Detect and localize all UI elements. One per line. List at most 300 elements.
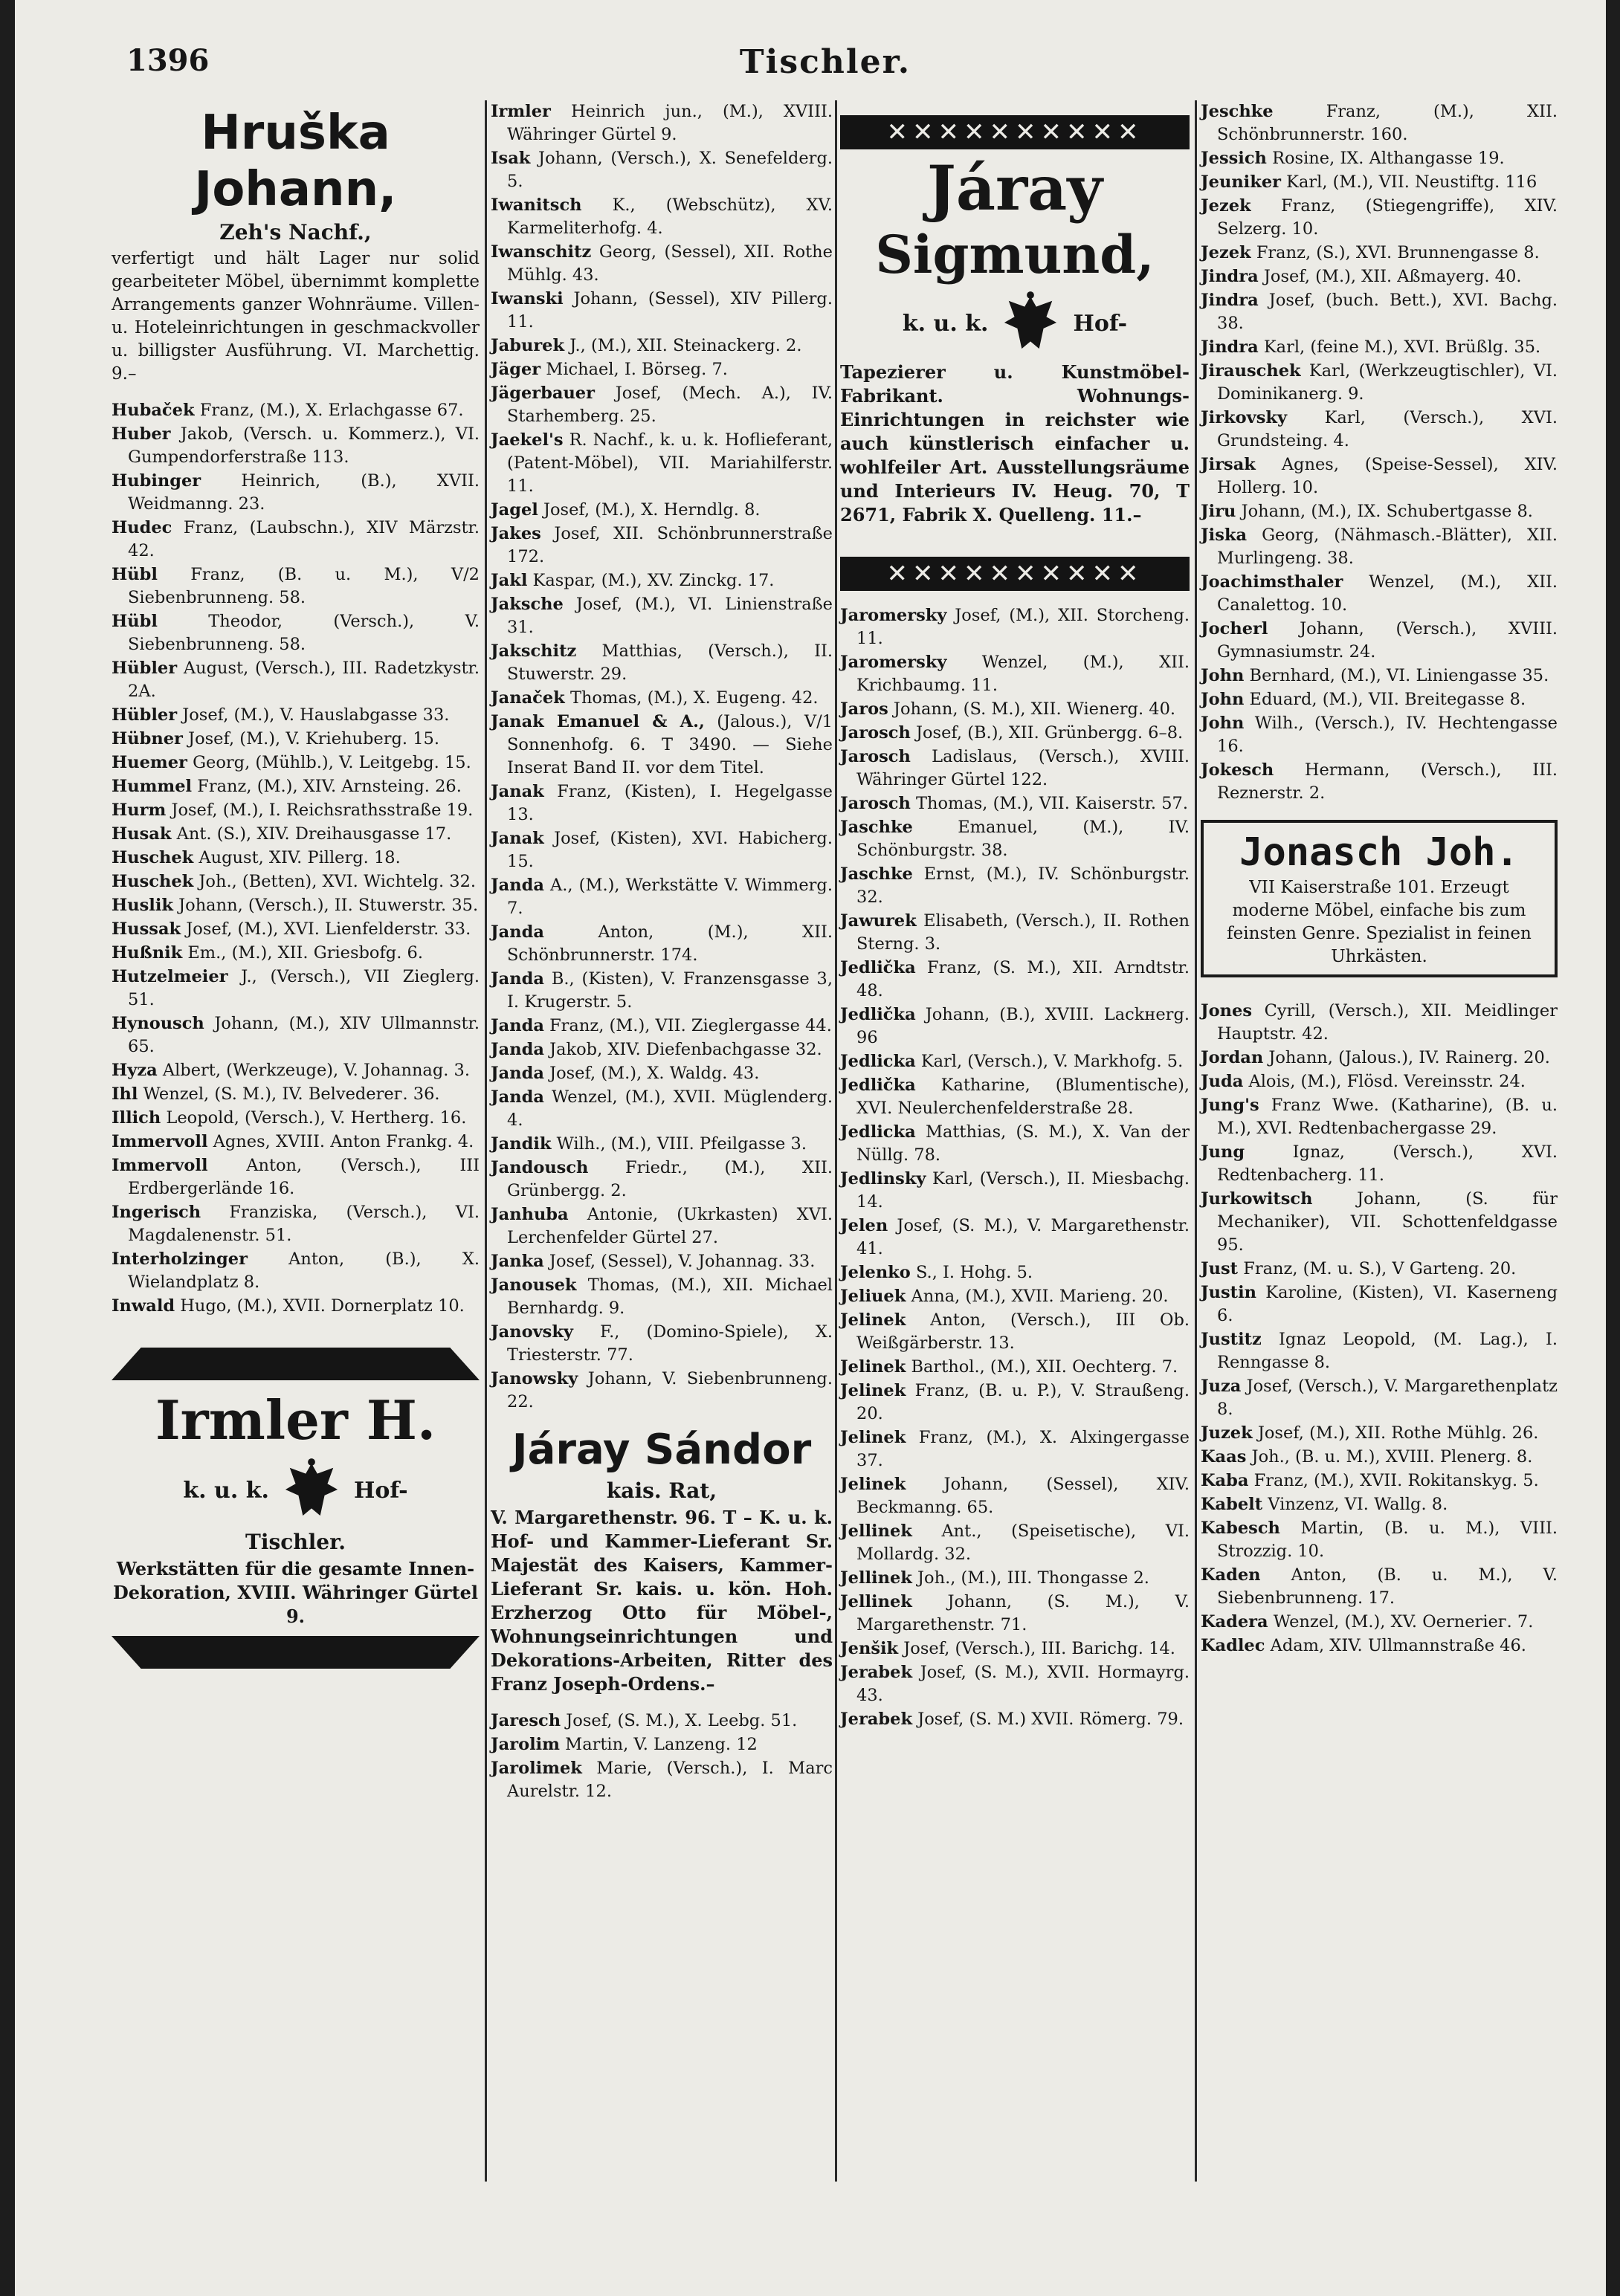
- ad-sigmund-name2: Sigmund,: [875, 224, 1155, 285]
- ad-irmler-name: Irmler H.: [155, 1388, 436, 1452]
- entry-details: Albert, (Werkzeuge), V. Johannag. 3.: [162, 1061, 471, 1080]
- entry-name: Juza: [1201, 1377, 1242, 1396]
- entry-name: Jindra: [1201, 337, 1259, 357]
- entry-name: Kadera: [1201, 1612, 1268, 1632]
- directory-entry: [112, 751, 480, 775]
- ornament-band: ✕✕✕✕✕✕✕✕✕✕: [840, 115, 1190, 149]
- entry-name: Jaschke: [840, 864, 913, 884]
- crest-row: [112, 1458, 480, 1523]
- entry-name: Hübner: [112, 729, 183, 748]
- directory-entry: [491, 1038, 833, 1061]
- directory-entry: [112, 894, 480, 917]
- entry-name: Jurkowitsch: [1201, 1189, 1313, 1209]
- directory-entry: [840, 1215, 1190, 1261]
- directory-entry: [491, 194, 833, 240]
- directory-entry: [112, 918, 480, 941]
- entry-details: Johann, (Versch.), XVIII. Gymnasiumstr. 24.: [1217, 619, 1558, 662]
- directory-entry: [840, 1520, 1190, 1566]
- column-divider: [1195, 100, 1197, 2182]
- directory-entry: [112, 1154, 480, 1200]
- entry-name: Jezek: [1201, 243, 1251, 262]
- entry-name: Just: [1201, 1259, 1239, 1278]
- directory-entry: [1201, 1258, 1558, 1281]
- entry-details: Josef, (M.), X. Waldg. 43.: [549, 1064, 760, 1083]
- entry-name: Hübler: [112, 705, 178, 725]
- entry-name: Janak: [491, 782, 544, 801]
- entry-details: Karl, (Versch.), V. Markhofg. 5.: [920, 1052, 1184, 1071]
- entry-name: Jerabek: [840, 1663, 913, 1682]
- directory-entry: [840, 1567, 1190, 1590]
- entry-details: Johann, (Sessel), XIV Pillerg. 11.: [507, 289, 833, 332]
- directory-entry: [1201, 712, 1558, 758]
- directory-entry: [1201, 407, 1558, 453]
- directory-entry: [491, 780, 833, 827]
- entry-details: F., (Domino-Spiele), X. Triesterstr. 77.: [507, 1322, 833, 1365]
- entry-details: J., (Versch.), VII Zieglerg. 51.: [128, 967, 480, 1009]
- entry-details: Emanuel, (M.), IV. Schönburgstr. 38.: [856, 818, 1190, 860]
- entry-details: Jakob, (Versch. u. Kommerz.), VI. Gumpendorferstraße 113.: [128, 424, 480, 467]
- entry-name: Jerabek: [840, 1710, 913, 1729]
- entry-name: Janaček: [491, 688, 565, 708]
- directory-entry: [1201, 571, 1558, 617]
- entry-details: Johann, (Sessel), XIV. Beckmanng. 65.: [856, 1475, 1190, 1517]
- directory-entry: [112, 728, 480, 751]
- directory-entry: [840, 910, 1190, 956]
- ornament-band: ✕✕✕✕✕✕✕✕✕✕: [840, 557, 1190, 591]
- section-title: Tischler.: [739, 43, 911, 81]
- entry-details: Vinzenz, VI. Wallg. 8.: [1268, 1495, 1448, 1514]
- directory-entry: [491, 523, 833, 569]
- entry-details: Johann, (M.), XIV Ullmannstr. 65.: [128, 1014, 480, 1056]
- directory-entry: [1201, 453, 1558, 499]
- entry-name: Jirkovsky: [1201, 408, 1288, 427]
- crest-row: [840, 291, 1190, 356]
- directory-entry: [112, 517, 480, 563]
- entry-details: Thomas, (M.), X. Eugeng. 42.: [569, 688, 819, 708]
- entry-details: Franz, (M. u. S.), V Garteng. 20.: [1243, 1259, 1517, 1278]
- directory-entry: [840, 604, 1190, 650]
- entry-name: Jaromersky: [840, 653, 947, 672]
- entry-details: Josef, (M.), I. Reichsrathsstraße 19.: [171, 801, 474, 820]
- entry-name: Hurm: [112, 801, 167, 820]
- entry-details: Michael, I. Börseg. 7.: [546, 360, 728, 379]
- directory-entry: [840, 1473, 1190, 1519]
- entry-details: Karl, (M.), VII. Neustiftg. 116: [1286, 172, 1537, 192]
- entry-details: Franz, (B. u. M.), V/2 Siebenbrunneng. 58.: [128, 565, 480, 607]
- directory-entry: [840, 1074, 1190, 1120]
- entry-details: Hermann, (Versch.), III. Reznerstr. 2.: [1217, 760, 1558, 803]
- entry-name: Hübl: [112, 612, 158, 631]
- entry-details: Johann, (S. M.), XII. Wienerg. 40.: [893, 699, 1176, 719]
- entry-details: Franz, (M.), XII. Schönbrunnerstr. 160.: [1217, 102, 1558, 144]
- ad-hruska-sub: Zeh's Nachf.,: [219, 220, 372, 245]
- ad-sigmund: [840, 115, 1190, 591]
- directory-entry: [1201, 1493, 1558, 1516]
- entry-name: Juda: [1201, 1072, 1244, 1091]
- directory-entry: [491, 241, 833, 287]
- entry-name: Janda: [491, 1040, 544, 1059]
- entry-details: Martin, V. Lanzeng. 12: [565, 1735, 758, 1754]
- entry-name: Hyza: [112, 1061, 158, 1080]
- entry-details: Anton, (Versch.), III Ob. Weißgärberstr. 13.: [856, 1310, 1190, 1353]
- directory-entry: [1201, 524, 1558, 570]
- column-1: [112, 100, 480, 1682]
- ad-irmler-body: Werkstätten für die gesamte Innen-Dekoration, XVIII. Währinger Gürtel 9.: [112, 1558, 479, 1627]
- entry-details: Johann, (B.), XVIII. Lackнerg. 96: [856, 1005, 1190, 1047]
- entry-name: Jägerbauer: [491, 384, 595, 403]
- entry-details: Karl, (Versch.), II. Miesbachg. 14.: [856, 1169, 1190, 1212]
- entry-name: Jaburek: [491, 336, 565, 355]
- entry-list: [112, 399, 480, 1318]
- entry-details: Wenzel, (M.), XV. Oerneriег. 7.: [1273, 1612, 1534, 1632]
- directory-entry: [491, 569, 833, 592]
- entry-name: Ingerisch: [112, 1203, 201, 1222]
- directory-entry: [112, 1059, 480, 1082]
- entry-name: Jessich: [1201, 149, 1267, 168]
- ad-jonasch: [1201, 820, 1558, 977]
- entry-details: Josef, XII. Schönbrunnerstraße 172.: [507, 524, 833, 566]
- entry-name: Kadlec: [1201, 1636, 1265, 1655]
- directory-entry: [1201, 1634, 1558, 1658]
- directory-entry: [491, 711, 833, 780]
- entry-name: Jaresch: [491, 1711, 561, 1730]
- directory-entry: [112, 657, 480, 703]
- entry-name: Jagel: [491, 500, 538, 520]
- entry-details: Ladislaus, (Versch.), XVIII. Währinger Gürtel 122.: [856, 747, 1190, 789]
- directory-entry: [1201, 688, 1558, 711]
- entry-details: Franz, (M.), VII. Zieglergasse 44.: [549, 1016, 832, 1035]
- entry-name: Jarolimek: [491, 1759, 582, 1778]
- entry-name: Jelinek: [840, 1475, 906, 1494]
- entry-name: Janda: [491, 969, 544, 989]
- directory-entry: [840, 746, 1190, 792]
- kuk-label: k. u. k.: [902, 310, 989, 337]
- directory-entry: [1201, 1188, 1558, 1257]
- ad-hruska-body: verfertigt und hält Lager nur solid gearbeiteter Möbel, übernimmt komplette Arrangements ganzer Wohnräume. Villen- u. Hoteleinrichtungen in geschmackvoller u. billigster Ausführung. VI. Marchettig. 9.–: [112, 249, 480, 384]
- ad-jonasch-body: VII Kaiserstraße 101. Erzeugt moderne Möbel, einfache bis zum feinsten Genre. Spezialist in feinen Uhrkästen.: [1227, 878, 1532, 966]
- ad-sandor-body: V. Margarethenstr. 96. T – K. u. k. Hof- und Kammer-Lieferant Sr. Majestät des Kaisers, Kammer-Lieferant Sr. kais. u. kön. Hoh. Erzherzog Otto für Möbel-, Wohnungseinrichtungen und Dekorations-Arbeiten, Ritter des Franz Joseph-Ordens.–: [491, 1507, 833, 1695]
- ad-hruska-name: Hruška Johann,: [194, 106, 397, 217]
- directory-entry: [840, 1380, 1190, 1426]
- entry-name: Jellinek: [840, 1568, 912, 1588]
- directory-entry: [491, 288, 833, 334]
- entry-name: Jelen: [840, 1216, 888, 1235]
- ad-sigmund-name1: Járay: [927, 153, 1103, 224]
- ad-irmler-trade: Tischler.: [245, 1530, 346, 1554]
- directory-entry: [491, 358, 833, 381]
- entry-name: Jiru: [1201, 502, 1236, 521]
- entry-name: Jaromersky: [840, 606, 947, 625]
- entry-name: Huschek: [112, 872, 194, 891]
- entry-list: [1201, 1000, 1558, 1658]
- directory-entry: [840, 1356, 1190, 1379]
- entry-name: Huber: [112, 424, 171, 444]
- directory-entry: [491, 334, 833, 358]
- entry-details: S., I. Hohg. 5.: [915, 1263, 1033, 1282]
- hof-label: Hof-: [353, 1477, 408, 1504]
- entry-details: Franz, (Kisten), I. Hegelgasse 13.: [507, 782, 833, 824]
- entry-details: A., (M.), Werkstätte V. Wimmerg. 7.: [507, 876, 833, 918]
- entry-name: Jung's: [1201, 1096, 1259, 1115]
- entry-details: Antonie, (Ukrkasten) XVI. Lerchenfelder Gürtel 27.: [507, 1205, 833, 1247]
- entry-details: Georg, (Nähmasch.-Blätter), XII. Murlingeng. 38.: [1217, 526, 1558, 568]
- entry-name: John: [1201, 666, 1245, 685]
- entry-details: Johann, (S. M.), V. Margarethenstr. 71.: [856, 1592, 1190, 1634]
- entry-details: Georg, (Sessel), XII. Rothe Mühlg. 43.: [507, 242, 833, 285]
- entry-name: Janda: [491, 1087, 544, 1107]
- entry-name: Jelinek: [840, 1428, 906, 1447]
- directory-entry: [840, 1050, 1190, 1073]
- entry-details: Bernhard, (M.), VI. Liniengasse 35.: [1249, 666, 1549, 685]
- directory-entry: [840, 722, 1190, 745]
- entry-details: Thomas, (M.), XII. Michael Bernhardg. 9.: [507, 1275, 833, 1318]
- directory-entry: [840, 792, 1190, 815]
- entry-name: Hußnik: [112, 943, 183, 963]
- directory-entry: [112, 563, 480, 609]
- directory-entry: [112, 1083, 480, 1106]
- directory-entry: [112, 1201, 480, 1247]
- entry-details: Franz, (Stiegengriffe), XIV. Selzerg. 10.: [1217, 196, 1558, 239]
- directory-entry: [491, 1733, 833, 1756]
- ad-sandor: [491, 1424, 833, 1696]
- entry-details: Franziska, (Versch.), VI. Magdalenenstr. 51.: [128, 1203, 480, 1245]
- directory-entry: [840, 1309, 1190, 1355]
- entry-details: (Jalous.), V/1 Sonnenhofg. 6. T 3490. — Siehe Inserat Band II. vor dem Titel.: [507, 712, 833, 777]
- entry-details: Barthol., (M.), XII. Oechterg. 7.: [911, 1357, 1178, 1377]
- entry-name: Jawurek: [840, 911, 917, 931]
- entry-details: Johann, (S. für Mechaniker), VII. Schottenfeldgasse 95.: [1217, 1189, 1558, 1255]
- entry-details: Josef, (M.), XII. Rothe Mühlg. 26.: [1257, 1423, 1539, 1443]
- entry-details: Josef, (buch. Bett.), XVI. Bachg. 38.: [1217, 291, 1558, 333]
- entry-details: Heinrich, (B.), XVII. Weidmanng. 23.: [128, 471, 480, 514]
- directory-entry: [1201, 618, 1558, 664]
- page-header: [126, 43, 1524, 88]
- directory-entry: [112, 1012, 480, 1058]
- entry-details: Ignaz Leopold, (M. Lag.), I. Renngasse 8.: [1217, 1330, 1558, 1372]
- entry-list: [840, 604, 1190, 1731]
- directory-entry: [491, 1133, 833, 1156]
- entry-details: Johann, (Versch.), II. Stuwerstr. 35.: [178, 896, 479, 915]
- entry-details: Wilh., (Versch.), IV. Hechtengasse 16.: [1217, 714, 1558, 756]
- directory-entry: [112, 704, 480, 727]
- entry-name: Janda: [491, 876, 544, 895]
- entry-details: Josef, (M.), XII. Aßmayerg. 40.: [1263, 267, 1522, 286]
- entry-name: Kabelt: [1201, 1495, 1263, 1514]
- entry-name: Justin: [1201, 1283, 1256, 1302]
- directory-entry: [1201, 664, 1558, 688]
- entry-details: Georg, (Mühlb.), V. Leitgebg. 15.: [193, 753, 471, 772]
- entry-name: Hubinger: [112, 471, 201, 491]
- directory-entry: [840, 1637, 1190, 1660]
- entry-details: Alois, (M.), Flösd. Vereinsstr. 24.: [1248, 1072, 1526, 1091]
- directory-entry: [840, 1003, 1190, 1050]
- entry-name: Hynousch: [112, 1014, 204, 1033]
- entry-details: Franz, (M.), X. Erlachgasse 67.: [199, 401, 464, 420]
- entry-name: Joachimsthaler: [1201, 572, 1343, 592]
- column-3: [840, 100, 1190, 1732]
- entry-name: Jelinek: [840, 1310, 906, 1330]
- directory-entry: [491, 640, 833, 686]
- directory-entry: [1201, 1094, 1558, 1140]
- entry-details: Ignaz, (Versch.), XVI. Redtenbacherg. 11.: [1217, 1142, 1558, 1185]
- entry-name: Jones: [1201, 1001, 1252, 1021]
- entry-name: Jedlička: [840, 1076, 916, 1095]
- entry-name: Jaekel's: [491, 430, 564, 450]
- directory-entry: [1201, 759, 1558, 805]
- entry-name: Iwanschitz: [491, 242, 592, 262]
- entry-name: Hübler: [112, 659, 178, 678]
- directory-entry: [112, 610, 480, 656]
- entry-details: Josef, (S. M.), V. Margarethenstr. 41.: [856, 1216, 1190, 1258]
- entry-name: Jakl: [491, 571, 528, 590]
- entry-name: Janousek: [491, 1275, 577, 1295]
- entry-details: Franz, (Laubschn.), XIV Märzstr. 42.: [128, 518, 480, 560]
- directory-entry: [491, 1274, 833, 1320]
- directory-entry: [491, 687, 833, 710]
- entry-name: Juzek: [1201, 1423, 1253, 1443]
- entry-name: Jeuniker: [1201, 172, 1281, 192]
- double-eagle-crest-icon: [1001, 291, 1059, 356]
- entry-name: Iwanski: [491, 289, 564, 308]
- entry-details: Matthias, (S. M.), X. Van der Nüllg. 78.: [856, 1122, 1190, 1165]
- entry-name: Jäger: [491, 360, 541, 379]
- entry-name: Jeschke: [1201, 102, 1274, 121]
- entry-details: Joh., (B. u. M.), XVIII. Plenerg. 8.: [1251, 1447, 1533, 1466]
- entry-details: Karl, (Werkzeugtischler), VI. Dominikanerg. 9.: [1217, 361, 1558, 404]
- directory-entry: [840, 1285, 1190, 1308]
- entry-name: Jakes: [491, 524, 541, 543]
- directory-entry: [1201, 1422, 1558, 1445]
- entry-details: Johann, V. Siebenbrunneng. 22.: [507, 1369, 833, 1411]
- directory-entry: [840, 957, 1190, 1003]
- entry-name: Hubaček: [112, 401, 195, 420]
- entry-name: Huemer: [112, 753, 187, 772]
- entry-details: Friedr., (M.), XII. Grünbergg. 2.: [507, 1158, 833, 1200]
- directory-entry: [491, 429, 833, 498]
- entry-name: Jandik: [491, 1134, 552, 1154]
- entry-details: Franz, (B. u. P.), V. Straußeng. 20.: [856, 1381, 1190, 1423]
- directory-entry: [112, 966, 480, 1012]
- entry-name: Jedlička: [840, 1005, 916, 1024]
- entry-name: Jirsak: [1201, 455, 1256, 474]
- directory-entry: [1201, 265, 1558, 288]
- entry-name: Jellinek: [840, 1521, 912, 1541]
- entry-details: Josef, (Versch.), V. Margarethenplatz 8.: [1217, 1377, 1558, 1419]
- ad-sigmund-body: Tapezierer u. Kunstmöbel-Fabrikant. Wohnungs-Einrichtungen in reichster wie auch künstlerisch einfacher u. wohlfeiler Art. Ausstellungsräume und Interieurs IV. Heug. 70, T 2671, Fabrik X. Quelleng. 11.–: [840, 361, 1190, 526]
- entry-name: Jandousch: [491, 1158, 589, 1177]
- directory-entry: [491, 100, 833, 146]
- directory-entry: [840, 816, 1190, 862]
- kuk-label: k. u. k.: [183, 1477, 269, 1504]
- entry-details: B., (Kisten), V. Franzensgasse 3, I. Krugerstr. 5.: [507, 969, 833, 1012]
- ad-sandor-sub: kais. Rat,: [606, 1478, 717, 1503]
- entry-name: Jarolim: [491, 1735, 560, 1754]
- entry-list: [491, 100, 833, 1414]
- entry-name: Kaas: [1201, 1447, 1247, 1466]
- directory-entry: [840, 1168, 1190, 1214]
- entry-details: Ant. (S.), XIV. Dreihausgasse 17.: [176, 824, 452, 844]
- directory-entry: [491, 1321, 833, 1367]
- directory-entry: [840, 863, 1190, 909]
- entry-name: Jaros: [840, 699, 888, 719]
- directory-entry: [1201, 242, 1558, 265]
- directory-entry: [112, 1107, 480, 1130]
- entry-name: Jedlicka: [840, 1122, 916, 1142]
- entry-details: Em., (M.), XII. Griesbofg. 6.: [187, 943, 423, 963]
- entry-name: Jung: [1201, 1142, 1245, 1162]
- entry-name: Hummel: [112, 777, 193, 796]
- entry-details: Josef, (M.), XII. Storcheng. 11.: [856, 606, 1190, 648]
- entry-name: Jarosch: [840, 747, 911, 766]
- directory-entry: [1201, 1611, 1558, 1634]
- double-eagle-crest-icon: [283, 1458, 341, 1523]
- entry-name: Jiska: [1201, 526, 1248, 545]
- entry-name: Janak Emanuel & A.,: [491, 712, 705, 731]
- column-divider: [835, 100, 837, 2182]
- entry-name: Hudec: [112, 518, 172, 537]
- entry-details: Josef, (S. M.) XVII. Römerg. 79.: [917, 1710, 1184, 1729]
- entry-details: Heinrich jun., (M.), XVIII. Währinger Gürtel 9.: [507, 102, 833, 144]
- entry-name: Jellinek: [840, 1592, 912, 1611]
- entry-list: [491, 1710, 833, 1803]
- entry-details: Agnes, XVIII. Anton Frankg. 4.: [213, 1132, 474, 1151]
- directory-entry: [112, 470, 480, 516]
- directory-entry: [491, 1250, 833, 1273]
- entry-name: Janowsky: [491, 1369, 578, 1388]
- entry-name: Ihl: [112, 1084, 138, 1104]
- entry-name: Jordan: [1201, 1048, 1264, 1067]
- entry-details: Anna, (M.), XVII. Marieng. 20.: [911, 1287, 1169, 1306]
- entry-name: Janhuba: [491, 1205, 569, 1224]
- entry-name: John: [1201, 714, 1245, 733]
- entry-name: Jenšik: [840, 1639, 899, 1658]
- directory-entry: [1201, 100, 1558, 146]
- entry-details: Josef, (S. M.), XVII. Hormayrg. 43.: [856, 1663, 1190, 1705]
- entry-details: Thomas, (M.), VII. Kaiserstr. 57.: [915, 794, 1188, 813]
- entry-details: August, XIV. Pillerg. 18.: [199, 848, 401, 867]
- entry-name: Illich: [112, 1108, 161, 1128]
- directory-entry: [1201, 500, 1558, 523]
- entry-list: [1201, 100, 1558, 805]
- entry-details: Adam, XIV. Ullmannstraße 46.: [1270, 1636, 1526, 1655]
- directory-entry: [491, 1757, 833, 1803]
- directory-entry: [491, 1086, 833, 1132]
- entry-details: Josef, (M.), V. Kriehuberg. 15.: [188, 729, 439, 748]
- entry-name: Janak: [491, 829, 544, 848]
- entry-name: Inwald: [112, 1296, 175, 1316]
- column-divider: [485, 100, 487, 2182]
- directory-entry: [1201, 147, 1558, 170]
- directory-entry: [491, 827, 833, 873]
- entry-details: Josef, (S. M.), X. Leebg. 51.: [566, 1711, 798, 1730]
- entry-details: Johann, (Versch.), X. Senefelderg. 5.: [507, 149, 833, 191]
- entry-details: Katharine, (Blumentische), XVI. Neulerchenfelderstraße 28.: [856, 1076, 1190, 1118]
- entry-name: John: [1201, 690, 1245, 709]
- entry-details: August, (Versch.), III. Radetzkystr. 2A.: [128, 659, 480, 701]
- directory-entry: [491, 874, 833, 920]
- entry-name: Jedlička: [840, 958, 916, 977]
- directory-entry: [491, 147, 833, 193]
- entry-details: Wenzel, (M.), XII. Canalettog. 10.: [1217, 572, 1558, 615]
- entry-details: Franz, (M.), XIV. Arnsteing. 26.: [197, 777, 462, 796]
- entry-details: Josef, (M.), VI. Linienstraße 31.: [507, 595, 833, 637]
- entry-name: Jeliuek: [840, 1287, 906, 1306]
- column-4: [1201, 100, 1558, 1658]
- entry-name: Jocherl: [1201, 619, 1268, 638]
- entry-name: Hübl: [112, 565, 158, 584]
- directory-entry: [1201, 171, 1558, 194]
- ad-sandor-name: Járay Sándor: [512, 1426, 812, 1474]
